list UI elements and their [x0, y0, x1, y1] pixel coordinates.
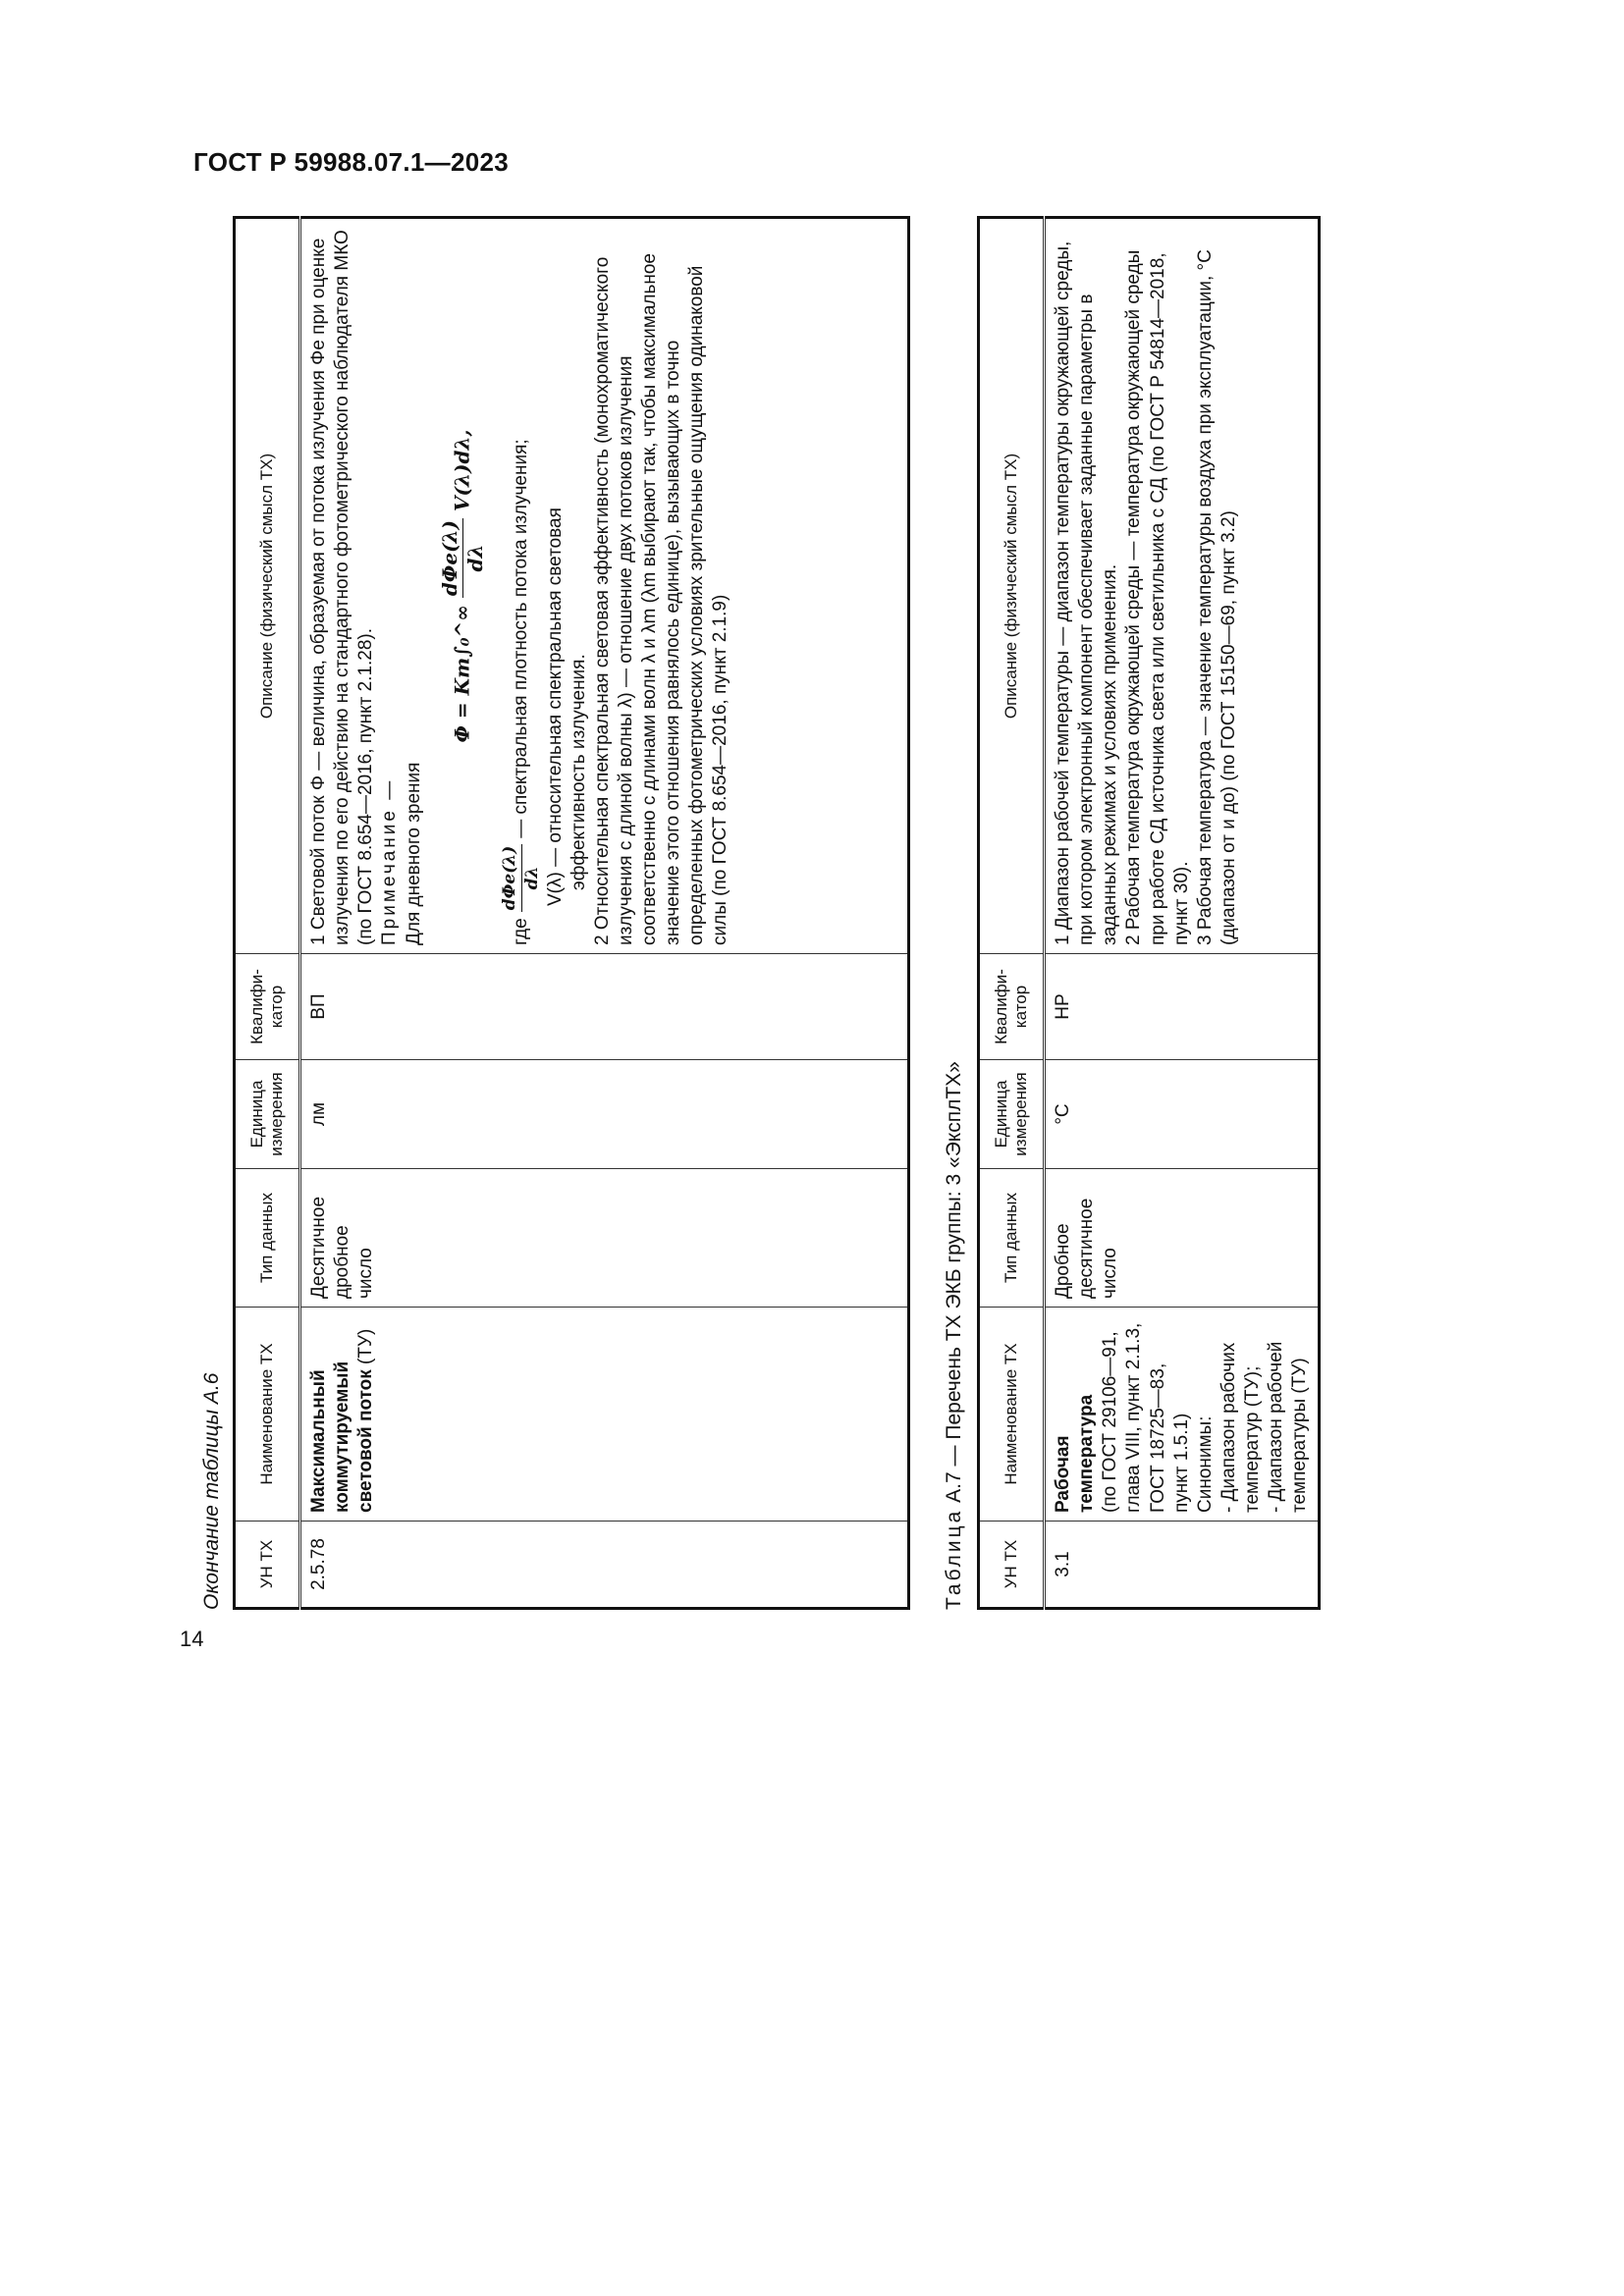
luminous-flux-formula [426, 227, 497, 945]
cell-type: Десятичное дробное число [300, 1169, 909, 1308]
where-denominator: dλ [521, 866, 542, 890]
synonym-2: - Диапазон рабочей температуры (ТУ) [1266, 1341, 1311, 1513]
where-text-2: V(λ) — относительная спектральная световая [544, 507, 566, 906]
formula-numerator: dΦe(λ) [438, 518, 463, 598]
column-header-description: Описание (физический смысл ТХ) [979, 218, 1045, 954]
cell-un: 2.5.78 [300, 1522, 909, 1609]
desc-paragraph-2: 2 Относительная спектральная световая эффективность (монохроматического излучения с длиной волны λ) — отношение двух потоков излучения соответственно с длинами волн λ и λm (λm выбирают так, чтобы максимальное значение этого отношения равнялось единице), вызывающих в точно определенных фотометрических условиях зрительные ощущения одинаковой силы (по ГОСТ 8.654—2016, пункт 2.1.9) [591, 253, 731, 945]
desc-item-1: 1 Диапазон рабочей температуры — диапазон температуры окружающей среды, при котором электронный компонент обеспечивает заданные параметры в заданных режимах и условиях применения. [1053, 240, 1121, 945]
where-line [500, 227, 543, 945]
column-header-unit: Единица измерения [235, 1060, 300, 1169]
where-label: где [511, 918, 532, 945]
table-a7-caption-label: Таблица [943, 1508, 965, 1610]
column-header-name: Наименование ТХ [979, 1308, 1045, 1522]
column-header-name: Наименование ТХ [235, 1308, 300, 1522]
table-a7 [977, 216, 1321, 1610]
desc-paragraph-1: 1 Световой поток Φ — величина, образуемая от потока излучения Φe при оценке излучения по его действию на стандартного фотометрического наблюдателя МКО (по ГОСТ 8.654—2016, пункт 2.1.28). [308, 230, 377, 945]
column-header-description: Описание (физический смысл ТХ) [235, 218, 300, 954]
table-a6-caption: Окончание таблицы А.6 [200, 1372, 223, 1610]
cell-type: Дробное десятичное число [1045, 1169, 1320, 1308]
table-a7-caption-text: А.7 — Перечень ТХ ЭКБ группы: 3 «ЭксплТХ» [943, 1061, 965, 1509]
where-text-1: — спектральная плотность потока излучения; [511, 439, 532, 838]
cell-description [300, 218, 909, 954]
name-bold: Максимальный коммутируемый световой поток [308, 1361, 377, 1513]
page-number: 14 [180, 1627, 204, 1651]
cell-description [1045, 218, 1320, 954]
cell-name [300, 1308, 909, 1522]
synonym-1: - Диапазон рабочих температур (ТУ); [1218, 1342, 1263, 1513]
desc-item-3: 3 Рабочая температура — значение температуры воздуха при эксплуатации, °С (диапазон от и до) (по ГОСТ 15150—69, пункт 3.2) [1194, 249, 1239, 945]
formula-fraction [438, 518, 489, 598]
name-suffix: (ТУ) [355, 1328, 377, 1370]
desc-item-2: 2 Рабочая температура окружающей среды — температура окружающей среды при работе СД источника света или светильника с СД (по ГОСТ Р 54814—2018, пункт 30). [1123, 249, 1192, 945]
rotated-content [191, 216, 1350, 1610]
formula-denominator: dλ [463, 544, 488, 572]
name-bold: Рабочая температура [1053, 1394, 1098, 1513]
table-header-row [235, 218, 300, 1609]
column-header-un: УН ТХ [979, 1522, 1045, 1609]
cell-un: 3.1 [1045, 1522, 1320, 1609]
column-header-type: Тип данных [979, 1169, 1045, 1308]
where-text-3: эффективность излучения. [568, 654, 589, 890]
column-header-un: УН ТХ [235, 1522, 300, 1609]
column-header-qualifier: Квалифи-катор [979, 954, 1045, 1060]
note-text: Для дневного зрения [403, 762, 424, 945]
formula-lhs: Φ = Km∫₀^∞ [450, 605, 474, 743]
cell-name [1045, 1308, 1320, 1522]
table-a6 [233, 216, 910, 1610]
table-a7-caption [943, 1061, 966, 1610]
column-header-type: Тип данных [235, 1169, 300, 1308]
where-numerator: dΦe(λ) [500, 844, 522, 913]
formula-rhs: V(λ)dλ, [450, 429, 474, 511]
cell-qualifier: ВП [300, 954, 909, 1060]
cell-unit: °С [1045, 1060, 1320, 1169]
cell-qualifier: НР [1045, 954, 1320, 1060]
cell-unit: лм [300, 1060, 909, 1169]
synonyms-label: Синонимы: [1194, 1415, 1216, 1513]
column-header-qualifier: Квалифи-катор [235, 954, 300, 1060]
document-header: ГОСТ Р 59988.07.1—2023 [193, 147, 509, 177]
note-label: Примечание — [379, 777, 401, 945]
name-reference: (по ГОСТ 29106—91, глава VIII, пункт 2.1.3, ГОСТ 18725—83, пункт 1.5.1) [1100, 1322, 1192, 1513]
column-header-unit: Единица измерения [979, 1060, 1045, 1169]
where-fraction [500, 844, 543, 913]
table-header-row [979, 218, 1045, 1609]
table-row [1045, 218, 1320, 1609]
table-row [300, 218, 909, 1609]
